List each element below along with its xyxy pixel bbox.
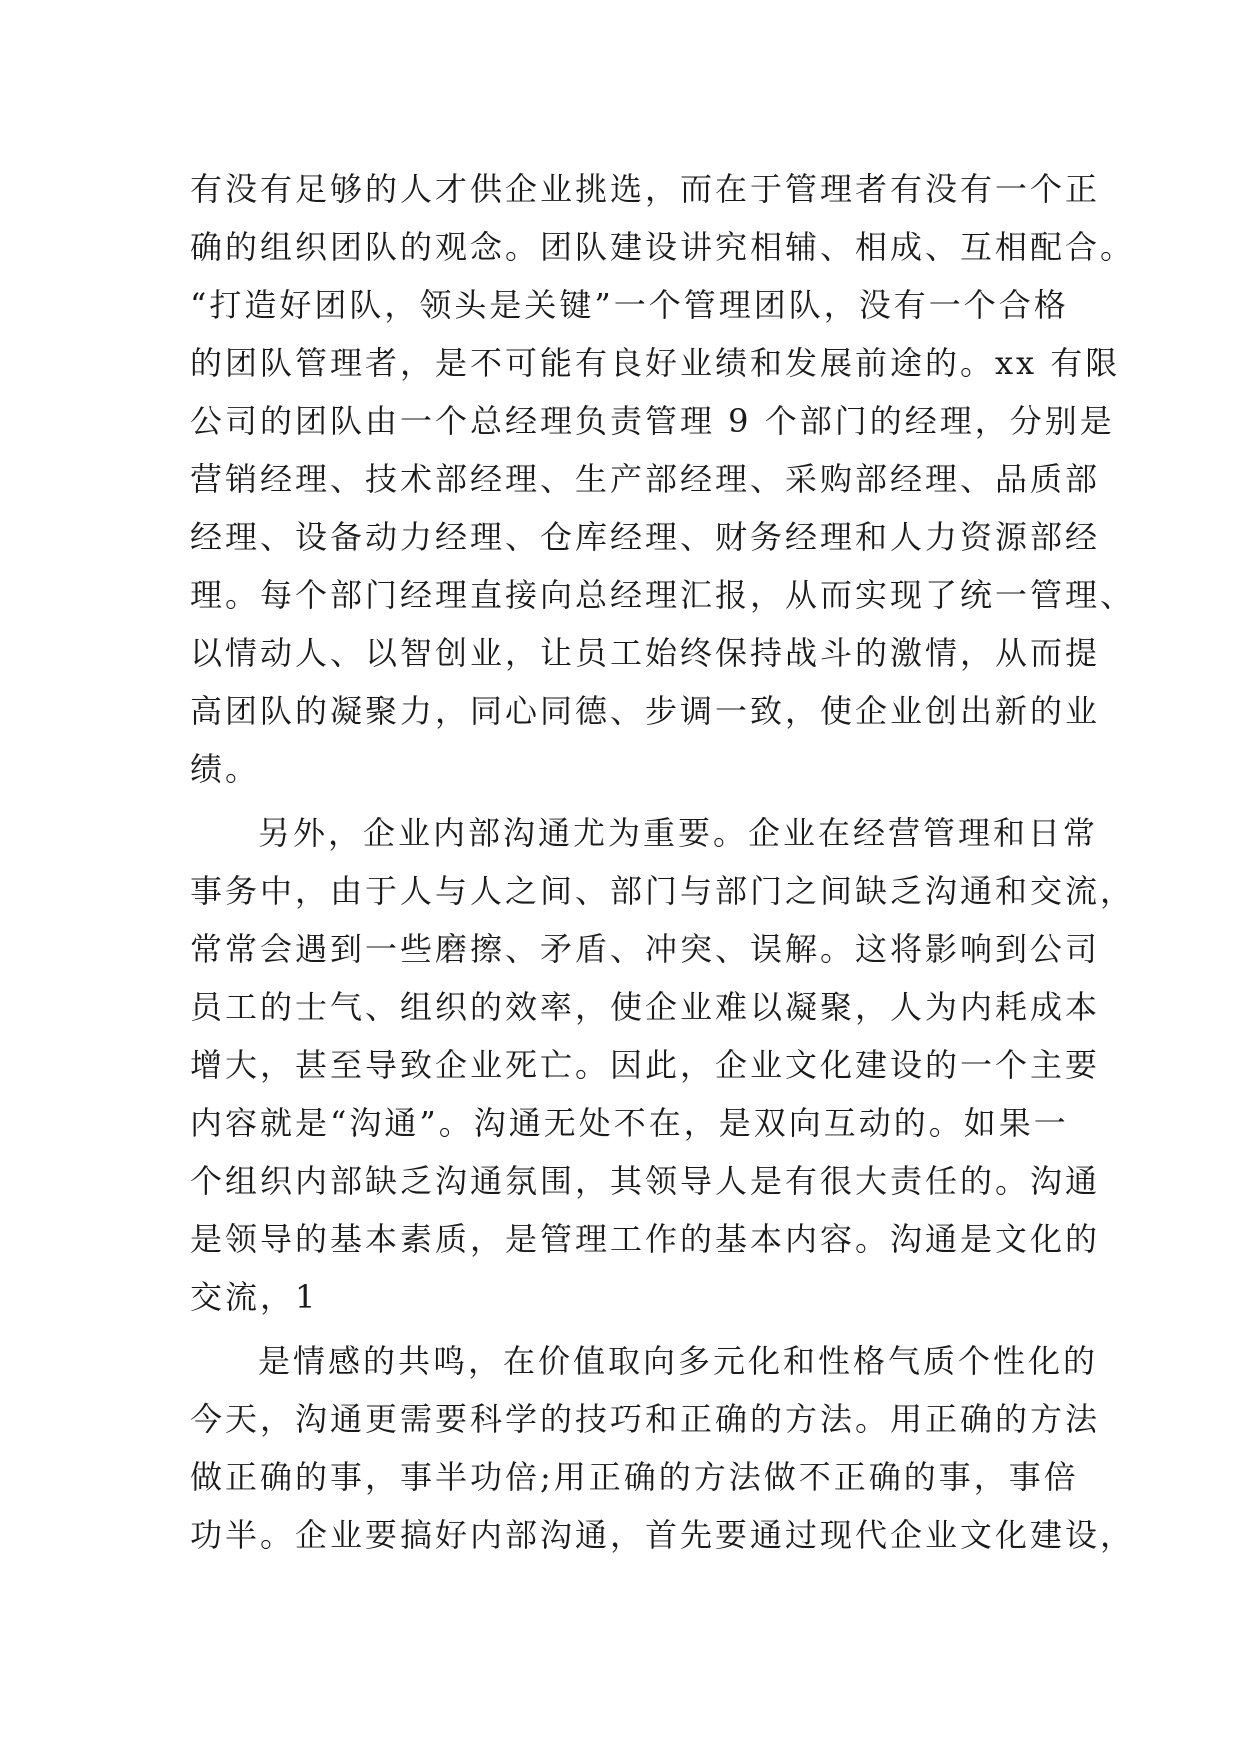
text-line: 员工的士气、组织的效率，使企业难以凝聚，人为内耗成本 [190,988,1101,1026]
paragraph-internal-communication [190,804,1136,1326]
text-line: 内容就是“沟通”。沟通无处不在，是双向互动的。如果一 [190,1104,1069,1142]
text-line: 确的组织团队的观念。团队建设讲究相辅、相成、互相配合。 [190,228,1136,266]
text-line: 营销经理、技术部经理、生产部经理、采购部经理、品质部 [190,460,1101,498]
text-line: 公司的团队由一个总经理负责管理 9 个部门的经理，分别是 [190,402,1115,440]
text-line: 常常会遇到一些磨擦、矛盾、冲突、误解。这将影响到公司 [190,930,1101,968]
text-line: 的团队管理者，是不可能有良好业绩和发展前途的。xx 有限 [190,344,1121,382]
text-line: 经理、设备动力经理、仓库经理、财务经理和人力资源部经 [190,518,1101,556]
text-line: 是情感的共鸣，在价值取向多元化和性格气质个性化的 [258,1342,1099,1380]
text-line: 今天，沟通更需要科学的技巧和正确的方法。用正确的方法 [190,1400,1101,1438]
text-line: 是领导的基本素质，是管理工作的基本内容。沟通是文化的 [190,1220,1101,1258]
text-line: 理。每个部门经理直接向总经理汇报，从而实现了统一管理、 [190,576,1136,614]
text-line: 绩。 [190,750,261,788]
text-line: 增大，甚至导致企业死亡。因此，企业文化建设的一个主要 [190,1046,1101,1084]
text-line: “打造好团队，领头是关键”一个管理团队，没有一个合格 [190,286,1069,324]
text-line: 个组织内部缺乏沟通氛围，其领导人是有很大责任的。沟通 [190,1162,1101,1200]
text-line: 交流，1 [190,1278,319,1316]
document-body [190,160,1136,1564]
text-line: 有没有足够的人才供企业挑选，而在于管理者有没有一个正 [190,170,1101,208]
paragraph-emotional-resonance [190,1332,1136,1564]
text-line: 另外，企业内部沟通尤为重要。企业在经营管理和日常 [258,814,1099,852]
paragraph-team-building [190,160,1136,798]
text-line: 事务中，由于人与人之间、部门与部门之间缺乏沟通和交流， [190,872,1136,910]
text-line: 以情动人、以智创业，让员工始终保持战斗的激情，从而提 [190,634,1101,672]
text-line: 做正确的事，事半功倍;用正确的方法做不正确的事，事倍 [190,1458,1079,1496]
text-line: 高团队的凝聚力，同心同德、步调一致，使企业创出新的业 [190,692,1101,730]
text-line: 功半。企业要搞好内部沟通，首先要通过现代企业文化建设， [190,1516,1136,1554]
